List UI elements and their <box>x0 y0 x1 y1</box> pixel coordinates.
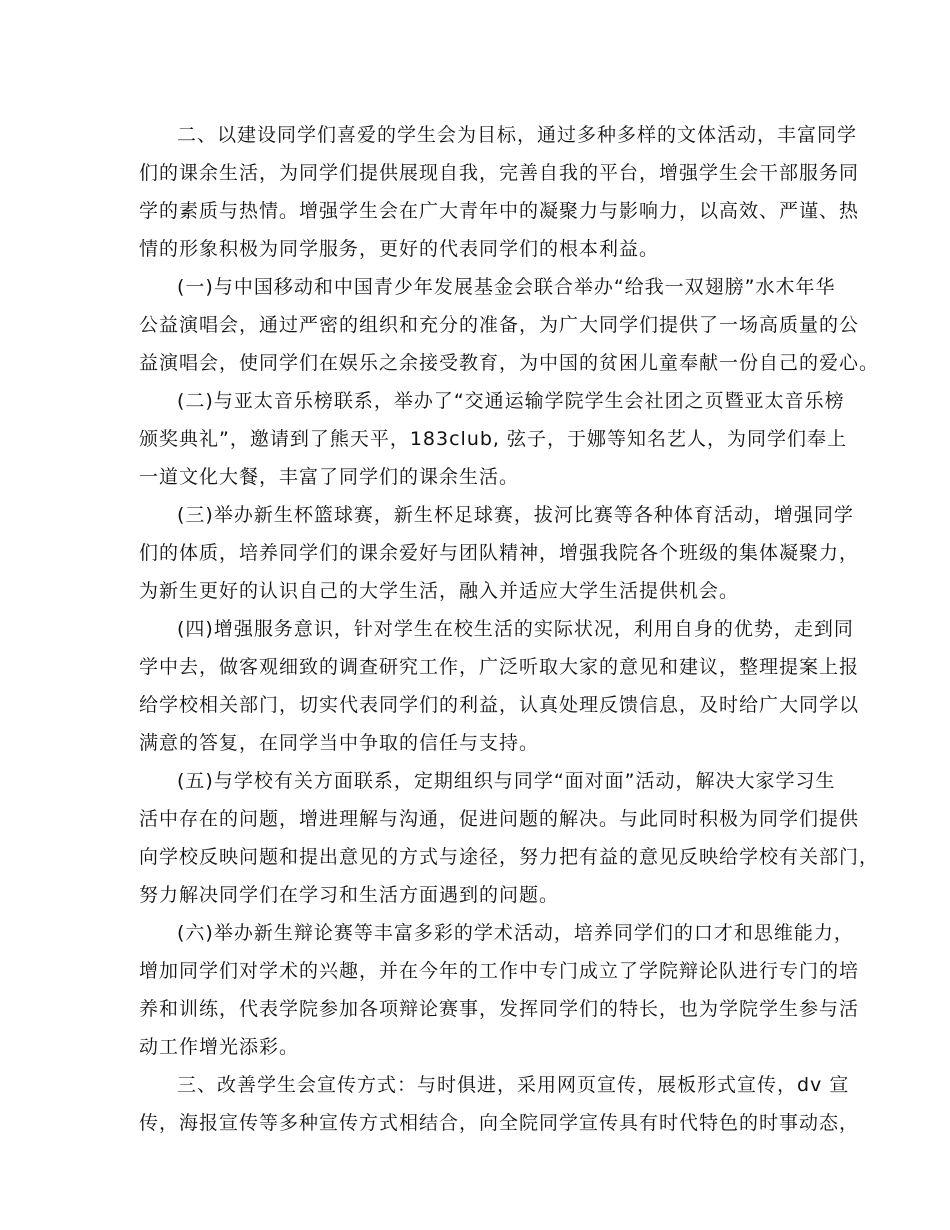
paragraph-5-line-4: 满意的答复，在同学当中争取的信任与支持。 <box>139 732 540 754</box>
paragraph-6-line-3: 向学校反映问题和提出意见的方式与途径，努力把有益的意见反映给学校有关部门， <box>139 846 880 868</box>
paragraph-5-line-3: 给学校相关部门，切实代表同学们的利益，认真处理反馈信息，及时给广大同学以 <box>139 694 860 716</box>
paragraph-2-line-2: 公益演唱会，通过严密的组织和充分的准备，为广大同学们提供了一场高质量的公 <box>139 314 860 336</box>
paragraph-8-line-2: 传，海报宣传等多种宣传方式相结合，向全院同学宣传具有时代特色的时事动态， <box>139 1112 860 1134</box>
paragraph-2-line-3: 益演唱会，使同学们在娱乐之余接受教育，为中国的贫困儿童奉献一份自己的爱心。 <box>139 352 880 374</box>
paragraph-3-line-2: 颁奖典礼”，邀请到了熊天平，183club, 弦子，于娜等知名艺人，为同学们奉上 <box>139 428 848 450</box>
paragraph-2-line-1: (一)与中国移动和中国青少年发展基金会联合举办“给我一双翅膀”水木年华 <box>177 276 836 298</box>
paragraph-7-line-4: 动工作增光添彩。 <box>139 1036 300 1058</box>
paragraph-6-line-1: (五)与学校有关方面联系，定期组织与同学“面对面”活动，解决大家学习生 <box>177 770 836 792</box>
paragraph-7-line-3: 养和训练，代表学院参加各项辩论赛事，发挥同学们的特长，也为学院学生参与活 <box>139 998 860 1020</box>
paragraph-4-line-3: 为新生更好的认识自己的大学生活，融入并适应大学生活提供机会。 <box>139 580 740 602</box>
paragraph-1-line-4: 情的形象积极为同学服务，更好的代表同学们的根本利益。 <box>139 238 660 260</box>
paragraph-4-line-1: (三)举办新生杯篮球赛，新生杯足球赛，拔河比赛等各种体育活动，增强同学 <box>177 504 854 526</box>
paragraph-8-line-1: 三、改善学生会宣传方式：与时俱进，采用网页宣传，展板形式宣传，dv 宣 <box>177 1074 850 1096</box>
paragraph-4-line-2: 们的体质，培养同学们的课余爱好与团队精神，增强我院各个班级的集体凝聚力， <box>139 542 860 564</box>
paragraph-7-line-2: 增加同学们对学术的兴趣，并在今年的工作中专门成立了学院辩论队进行专门的培 <box>139 960 860 982</box>
paragraph-7-line-1: (六)举办新生辩论赛等丰富多彩的学术活动，培养同学们的口才和思维能力， <box>177 922 854 944</box>
paragraph-1-line-2: 们的课余生活，为同学们提供展现自我，完善自我的平台，增强学生会干部服务同 <box>139 162 860 184</box>
paragraph-6-line-2: 活中存在的问题，增进理解与沟通，促进问题的解决。与此同时积极为同学们提供 <box>139 808 860 830</box>
paragraph-5-line-1: (四)增强服务意识，针对学生在校生活的实际状况，利用自身的优势，走到同 <box>177 618 854 640</box>
paragraph-5-line-2: 学中去，做客观细致的调查研究工作，广泛听取大家的意见和建议，整理提案上报 <box>139 656 860 678</box>
paragraph-1-line-3: 学的素质与热情。增强学生会在广大青年中的凝聚力与影响力，以高效、严谨、热 <box>139 200 860 222</box>
paragraph-6-line-4: 努力解决同学们在学习和生活方面遇到的问题。 <box>139 884 560 906</box>
paragraph-3-line-3: 一道文化大餐，丰富了同学们的课余生活。 <box>139 466 520 488</box>
paragraph-3-line-1: (二)与亚太音乐榜联系，举办了“交通运输学院学生会社团之页暨亚太音乐榜 <box>177 390 845 412</box>
paragraph-1-line-1: 二、以建设同学们喜爱的学生会为目标，通过多种多样的文体活动，丰富同学 <box>177 124 858 146</box>
